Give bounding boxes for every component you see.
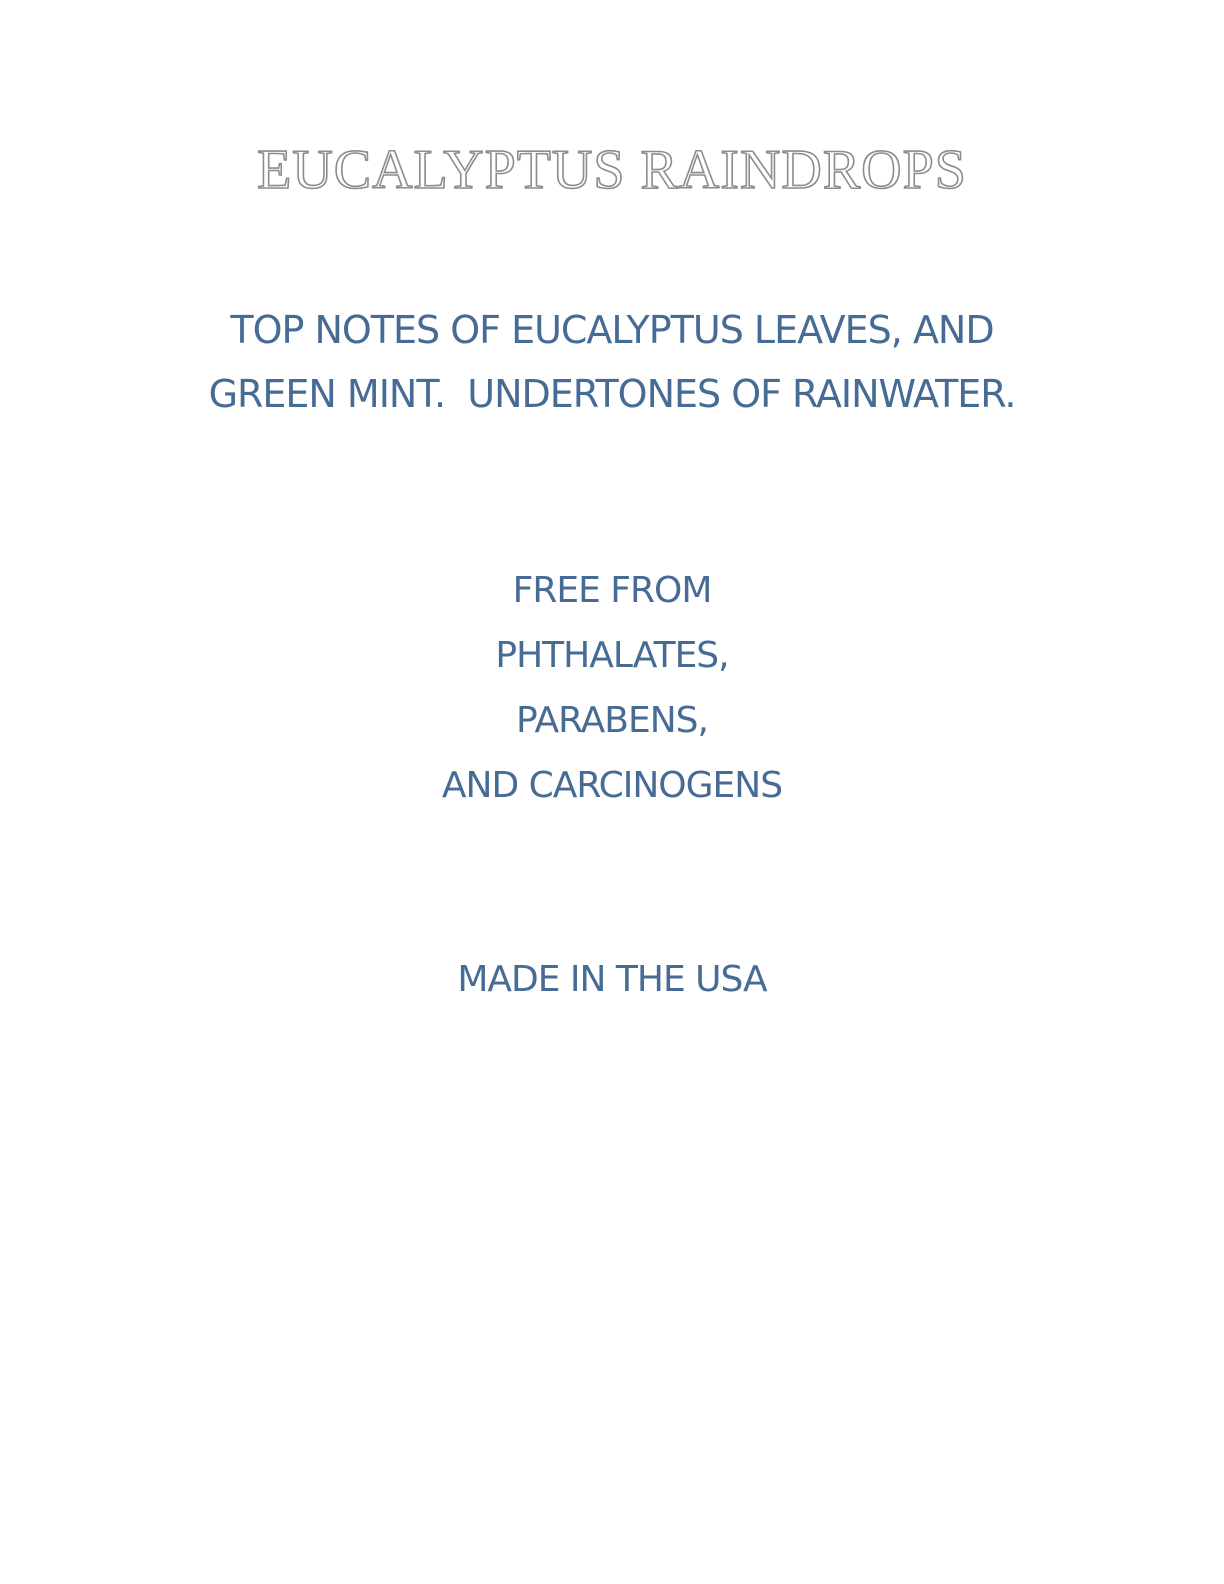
free-from-line: PARABENS, (516, 700, 708, 741)
free-from-list (0, 558, 1224, 818)
free-from-line: AND CARCINOGENS (441, 765, 783, 806)
page-title: EUCALYPTUS RAINDROPS (257, 139, 967, 201)
free-from-line: PHTHALATES, (495, 635, 729, 676)
origin-statement: MADE IN THE USA (457, 959, 767, 1000)
description-line: TOP NOTES OF EUCALYPTUS LEAVES, AND (230, 308, 994, 352)
free-from-line: FREE FROM (512, 570, 712, 611)
description-line: GREEN MINT. UNDERTONES OF RAINWATER. (208, 372, 1016, 416)
scent-description (0, 298, 1224, 426)
